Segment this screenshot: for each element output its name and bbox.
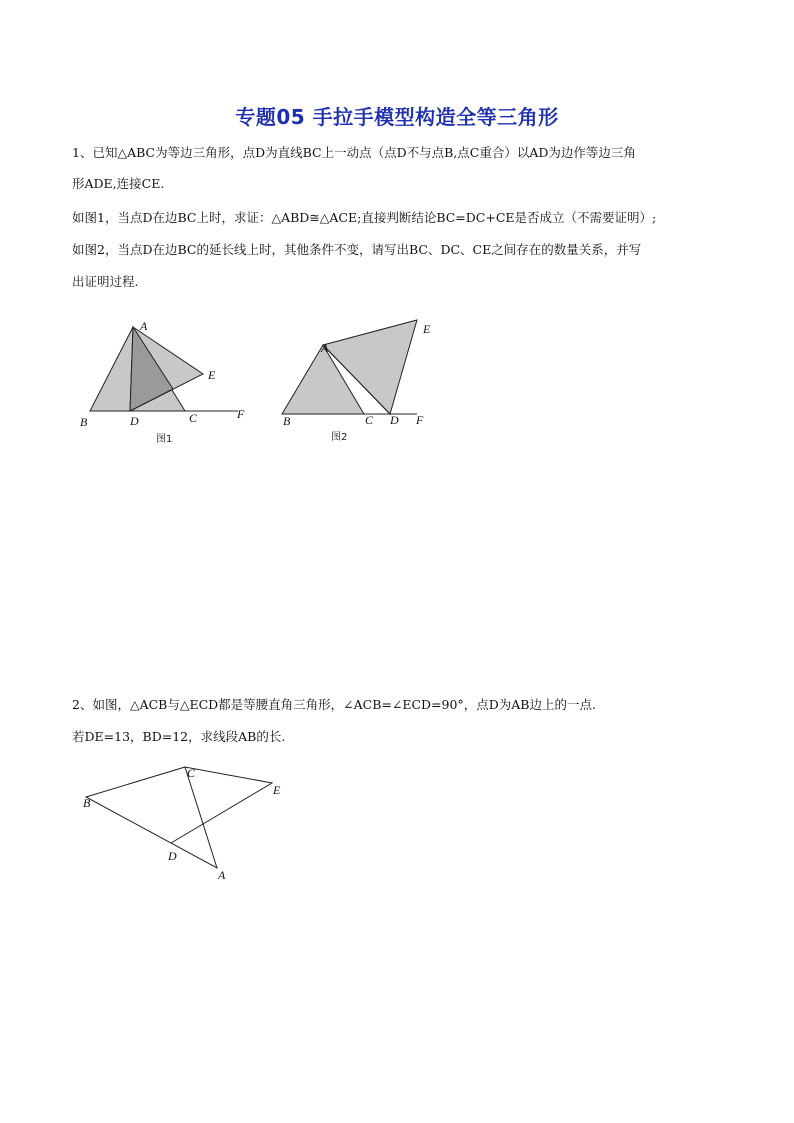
- fig1-label-a: A: [140, 319, 148, 333]
- q2-line-1: 2、如图，△ACB与△ECD都是等腰直角三角形，∠ACB=∠ECD=90°，点D为AB边上的一点.: [72, 697, 596, 712]
- fig3-label-a: A: [218, 868, 226, 882]
- q1-line-1: 1、已知△ABC为等边三角形，点D为直线BC上一动点（点D不与点B,点C重合）以AD为边作等边三角: [72, 145, 636, 160]
- fig3-label-c: C: [187, 766, 196, 780]
- fig2-label-b: B: [283, 414, 291, 428]
- fig3-label-e: E: [273, 783, 281, 797]
- q1-line-4: 如图2，当点D在边BC的延长线上时，其他条件不变，请写出BC、DC、CE之间存在的数量关系，并写: [72, 242, 642, 257]
- figure-2: [275, 312, 445, 452]
- fig1-label-f: F: [237, 407, 245, 421]
- fig2-label-f: F: [416, 413, 424, 427]
- fig2-label-c: C: [365, 413, 374, 427]
- q2-line-2: 若DE=13，BD=12，求线段AB的长.: [72, 729, 286, 744]
- fig1-label-b: B: [80, 415, 88, 429]
- fig2-label-d: D: [390, 413, 399, 427]
- fig1-label-d: D: [130, 414, 139, 428]
- figure-1: [70, 312, 260, 452]
- fig3-label-d: D: [168, 849, 177, 863]
- fig2-label-a: A: [321, 341, 329, 355]
- fig1-label-c: C: [189, 411, 198, 425]
- fig3-label-b: B: [83, 796, 91, 810]
- fig3-outline: [86, 767, 272, 868]
- fig1-caption: 图1: [156, 434, 173, 445]
- fig2-label-e: E: [423, 322, 431, 336]
- figure-3: [70, 755, 300, 890]
- q1-line-2: 形ADE,连接CE.: [72, 176, 165, 191]
- fig2-caption: 图2: [331, 432, 348, 443]
- q1-line-5: 出证明过程.: [72, 274, 139, 289]
- q1-line-3: 如图1，当点D在边BC上时，求证：△ABD≅△ACE;直接判断结论BC=DC+CE是否成立（不需要证明）;: [72, 210, 657, 225]
- fig1-label-e: E: [208, 368, 216, 382]
- page-title: 专题05 手拉手模型构造全等三角形: [235, 105, 559, 129]
